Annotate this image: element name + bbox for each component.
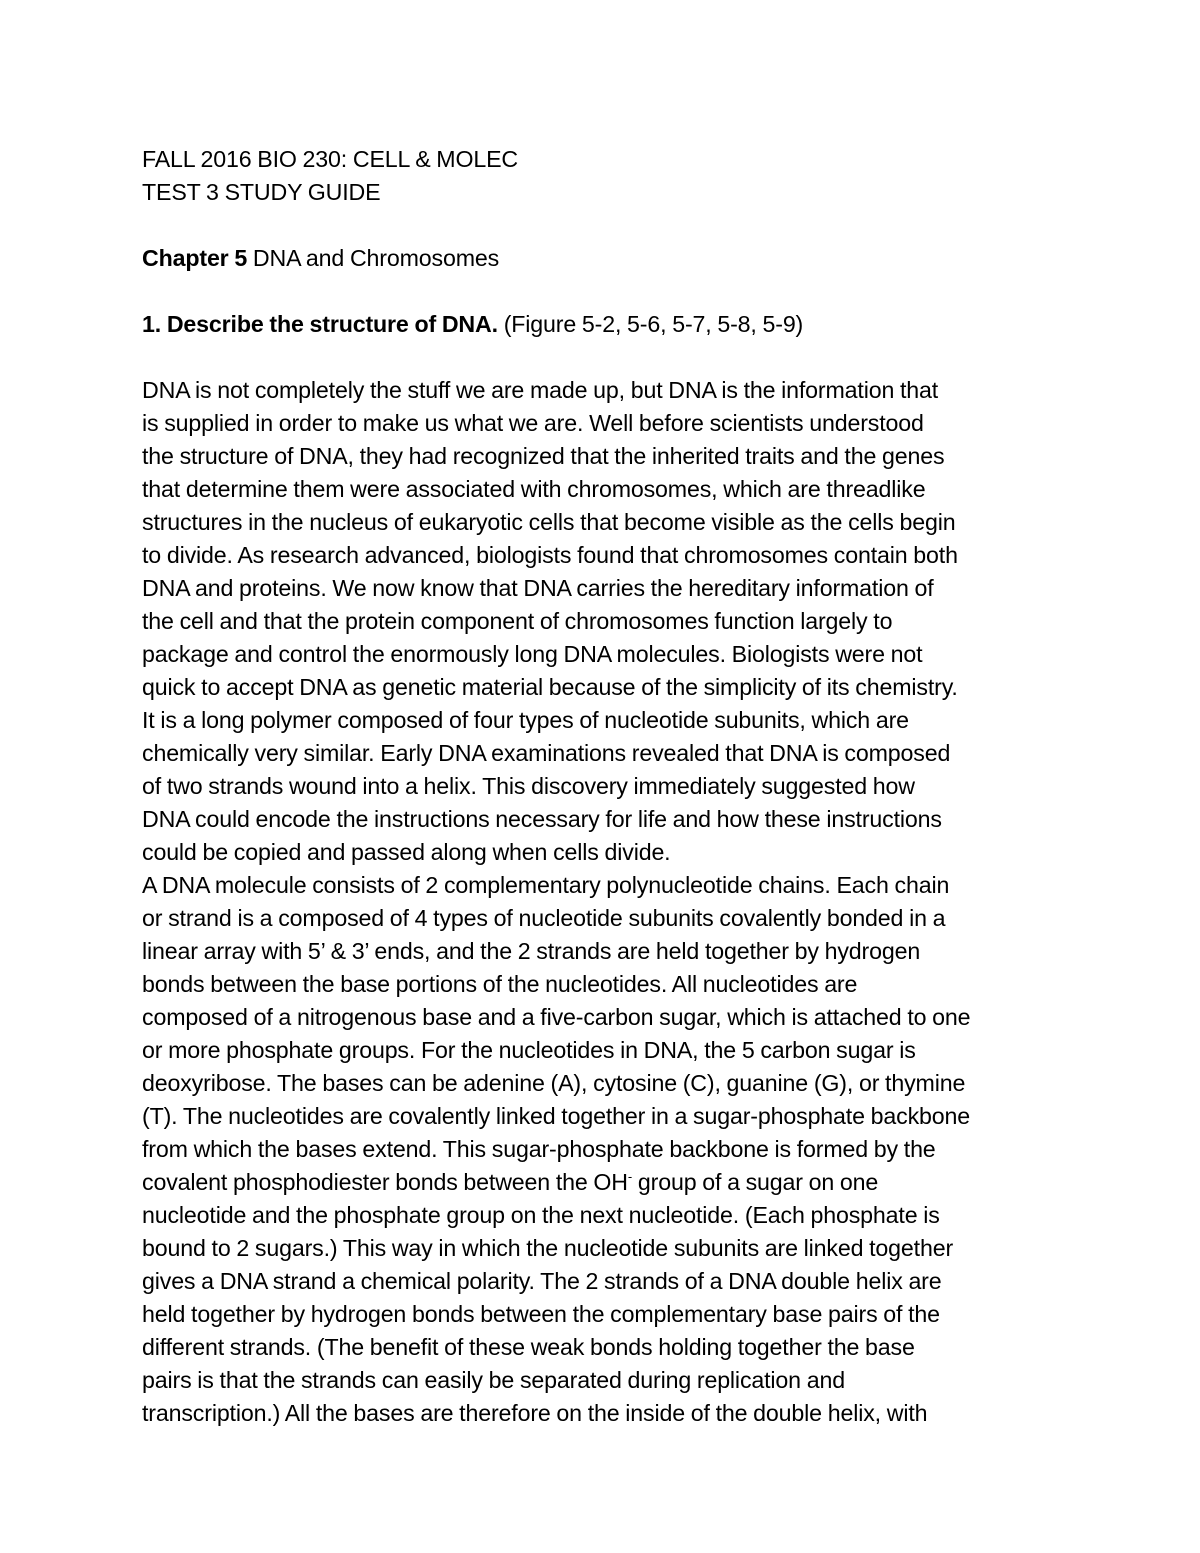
text-line: to divide. As research advanced, biologists found that chromosomes contain both: [142, 542, 958, 568]
text-line: gives a DNA strand a chemical polarity. The 2 strands of a DNA double helix are: [142, 1268, 942, 1294]
text-line: package and control the enormously long DNA molecules. Biologists were not: [142, 641, 923, 667]
oh-after: group of a sugar on one: [632, 1169, 879, 1195]
document-title: TEST 3 STUDY GUIDE: [142, 179, 381, 205]
text-line: or more phosphate groups. For the nucleotides in DNA, the 5 carbon sugar is: [142, 1037, 916, 1063]
course-header: FALL 2016 BIO 230: CELL & MOLEC: [142, 146, 519, 172]
text-line: It is a long polymer composed of four types of nucleotide subunits, which are: [142, 707, 909, 733]
text-line: the cell and that the protein component of chromosomes function largely to: [142, 608, 893, 634]
text-line: is supplied in order to make us what we are. Well before scientists understood: [142, 410, 924, 436]
text-line: or strand is a composed of 4 types of nucleotide subunits covalently bonded in a: [142, 905, 946, 931]
spacer: [142, 209, 1062, 242]
text-line: of two strands wound into a helix. This discovery immediately suggested how: [142, 773, 915, 799]
text-line: linear array with 5’ & 3’ ends, and the 2 strands are held together by hydrogen: [142, 938, 921, 964]
text-line: different strands. (The benefit of these weak bonds holding together the base: [142, 1334, 915, 1360]
text-line: chemically very similar. Early DNA examinations revealed that DNA is composed: [142, 740, 951, 766]
paragraph-2: [142, 869, 1062, 1430]
text-line: composed of a nitrogenous base and a five-carbon sugar, which is attached to one: [142, 1004, 971, 1030]
spacer: [142, 275, 1062, 308]
text-line-oh-group: [142, 1166, 1062, 1199]
chapter-title: DNA and Chromosomes: [252, 245, 500, 271]
chapter-heading: [142, 242, 1062, 275]
text-line: from which the bases extend. This sugar-phosphate backbone is formed by the: [142, 1136, 936, 1162]
question-figures: (Figure 5-2, 5-6, 5-7, 5-8, 5-9): [503, 311, 804, 337]
text-line: quick to accept DNA as genetic material because of the simplicity of its chemistry.: [142, 674, 958, 700]
text-line: the structure of DNA, they had recognized that the inherited traits and the genes: [142, 443, 945, 469]
spacer: [142, 341, 1062, 374]
text-line: DNA and proteins. We now know that DNA carries the hereditary information of: [142, 575, 934, 601]
document-content: [142, 143, 1062, 1430]
text-line: bound to 2 sugars.) This way in which the nucleotide subunits are linked together: [142, 1235, 954, 1261]
text-line: could be copied and passed along when cells divide.: [142, 839, 671, 865]
text-line: pairs is that the strands can easily be separated during replication and: [142, 1367, 845, 1393]
oh-before: covalent phosphodiester bonds between the OH: [142, 1169, 628, 1195]
paragraph-1: [142, 374, 1062, 869]
text-line: transcription.) All the bases are therefore on the inside of the double helix, with: [142, 1400, 928, 1426]
text-line: deoxyribose. The bases can be adenine (A), cytosine (C), guanine (G), or thymine: [142, 1070, 966, 1096]
oh-superscript: -: [627, 1169, 633, 1184]
text-line: A DNA molecule consists of 2 complementary polynucleotide chains. Each chain: [142, 872, 950, 898]
chapter-label: Chapter 5: [142, 245, 248, 271]
text-line: held together by hydrogen bonds between the complementary base pairs of the: [142, 1301, 940, 1327]
text-line: DNA is not completely the stuff we are made up, but DNA is the information that: [142, 377, 939, 403]
text-line: structures in the nucleus of eukaryotic cells that become visible as the cells begin: [142, 509, 956, 535]
question-text: 1. Describe the structure of DNA.: [142, 311, 498, 337]
text-line: that determine them were associated with chromosomes, which are threadlike: [142, 476, 926, 502]
text-line: DNA could encode the instructions necessary for life and how these instructions: [142, 806, 942, 832]
text-line: nucleotide and the phosphate group on the next nucleotide. (Each phosphate is: [142, 1202, 940, 1228]
question-heading: [142, 308, 1062, 341]
text-line: bonds between the base portions of the nucleotides. All nucleotides are: [142, 971, 858, 997]
text-line: (T). The nucleotides are covalently linked together in a sugar-phosphate backbone: [142, 1103, 970, 1129]
